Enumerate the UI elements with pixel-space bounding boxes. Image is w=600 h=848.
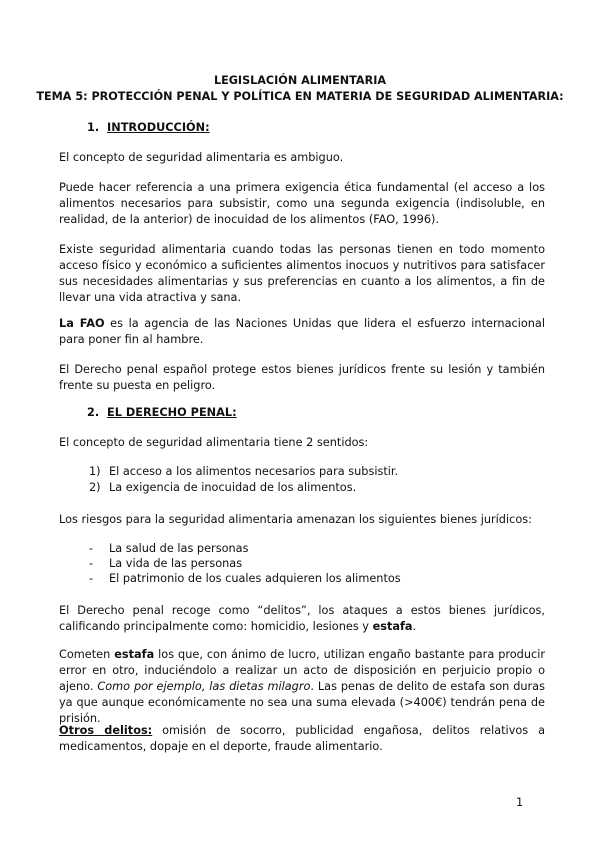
- list-item-text: El patrimonio de los cuales adquieren los alimentos: [109, 572, 401, 585]
- paragraph-text: El Derecho penal recoge como “delitos”, los ataques a estos bienes jurídicos, calificando principalmente como: homicidio, lesiones y: [59, 604, 545, 633]
- paragraph: El Derecho penal español protege estos bienes jurídicos frente su lesión y también frente su puesta en peligro.: [59, 363, 545, 392]
- paragraph-text: Cometen: [59, 648, 115, 661]
- paragraph-text: omisión de socorro, publicidad engañosa, delitos relativos a medicamentos, dopaje en el deporte, fraude alimentario.: [59, 724, 545, 753]
- underlined-label: Otros delitos:: [59, 724, 153, 737]
- paragraph: Existe seguridad alimentaria cuando todas las personas tienen en todo momento acceso físico y económico a suficientes alimentos inocuos y nutritivos para satisfacer sus necesidades alimentarias y sus preferencias en cuanto a los alimentos, a fin de llevar una vida atractiva y sana.: [59, 243, 545, 304]
- paragraph-estafa: [59, 647, 545, 727]
- list-item-text: La exigencia de inocuidad de los alimentos.: [109, 481, 357, 494]
- paragraph: Puede hacer referencia a una primera exigencia ética fundamental (el acceso a los alimentos necesarios para subsistir, como una segunda exigencia (indisoluble, en realidad, de la anterior) de inocuidad de los alimentos (FAO, 1996).: [59, 181, 545, 226]
- paragraph-text: . Las penas de delito de estafa son duras ya que aunque económicamente no sea una suma elevada (>400€) tendrán pena de prisión.: [59, 680, 545, 725]
- paragraph: El concepto de seguridad alimentaria tiene 2 sentidos:: [59, 436, 369, 449]
- paragraph-fao: [59, 316, 545, 348]
- paragraph-otros-delitos: [59, 723, 545, 755]
- paragraph-text: .: [412, 620, 417, 633]
- section-number: 2.: [87, 406, 100, 419]
- paragraph-text: los que, con ánimo de lucro, utilizan engaño bastante para producir error en otro, induciéndolo a realizar un acto de disposición en perjuicio propio o ajeno.: [59, 648, 545, 693]
- italic-text: Como por ejemplo, las dietas milagro: [97, 680, 311, 693]
- section-heading-derecho-penal: [87, 406, 237, 419]
- list-item-text: La salud de las personas: [109, 542, 249, 555]
- section-number: 1.: [87, 121, 100, 134]
- paragraph: El concepto de seguridad alimentaria es ambiguo.: [59, 151, 344, 164]
- document-subtitle: TEMA 5: PROTECCIÓN PENAL Y POLÍTICA EN MATERIA DE SEGURIDAD ALIMENTARIA:: [36, 90, 564, 103]
- bold-text: estafa: [114, 648, 155, 661]
- section-title: INTRODUCCIÓN:: [107, 121, 210, 134]
- document-title: LEGISLACIÓN ALIMENTARIA: [213, 74, 387, 87]
- list-item-text: El acceso a los alimentos necesarios para subsistir.: [109, 465, 399, 478]
- bullet-marker: -: [89, 557, 94, 570]
- list-item-text: La vida de las personas: [109, 557, 243, 570]
- section-heading-introduccion: [87, 121, 210, 134]
- bullet-marker: -: [89, 572, 94, 585]
- list-marker: 2): [89, 481, 101, 494]
- section-title: EL DERECHO PENAL:: [107, 406, 237, 419]
- paragraph: Los riesgos para la seguridad alimentaria amenazan los siguientes bienes jurídicos:: [59, 513, 532, 526]
- bold-text: estafa: [372, 620, 413, 633]
- paragraph-delitos: [59, 603, 545, 635]
- page-number: 1: [516, 796, 524, 809]
- bold-text: La FAO: [59, 317, 105, 330]
- list-marker: 1): [89, 465, 101, 478]
- bullet-marker: -: [89, 542, 94, 555]
- paragraph-text: es la agencia de las Naciones Unidas que lidera el esfuerzo internacional para poner fin al hambre.: [59, 317, 545, 346]
